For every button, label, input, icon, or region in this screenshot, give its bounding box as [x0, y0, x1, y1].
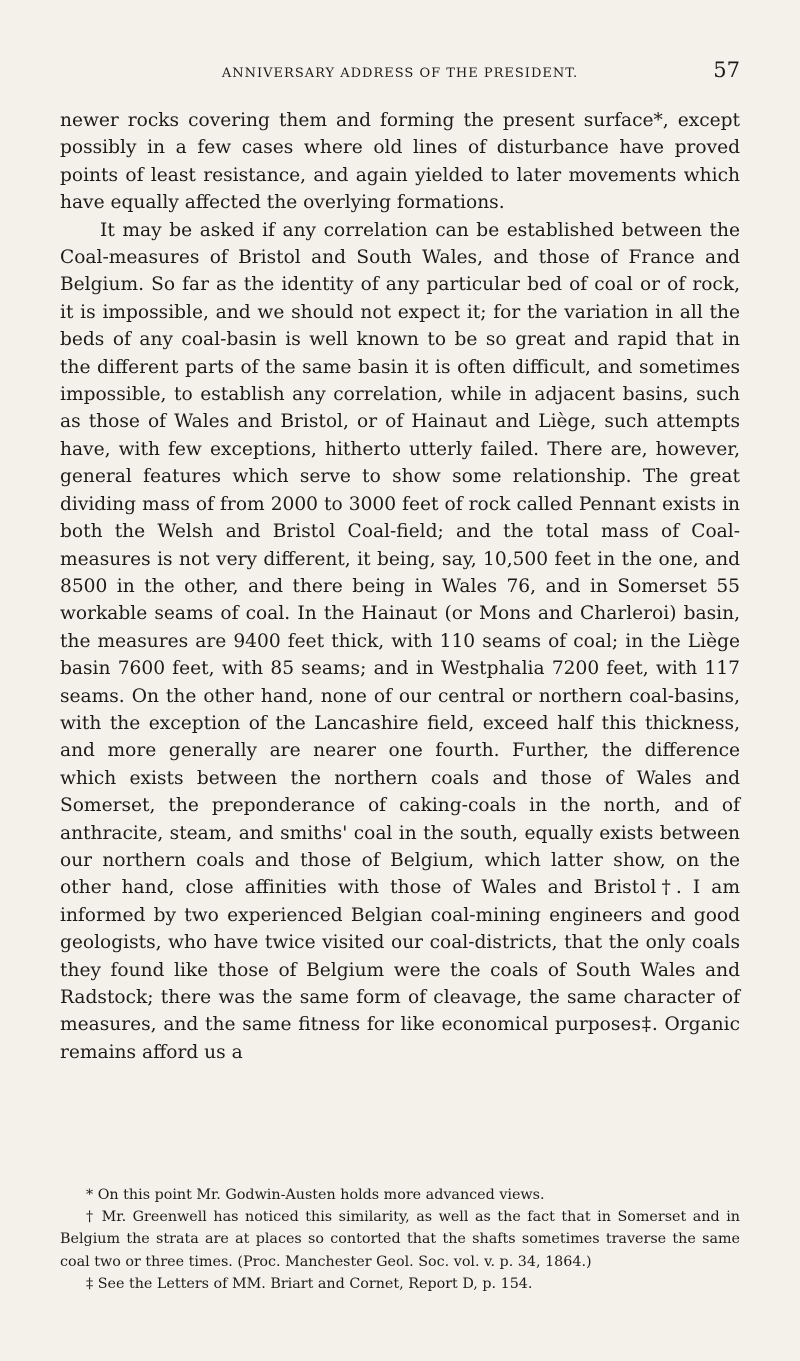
footnote-asterisk: * On this point Mr. Godwin-Austen holds more advanced views. [86, 1187, 545, 1203]
running-head [60, 58, 740, 88]
running-title: ANNIVERSARY ADDRESS OF THE PRESIDENT. [221, 66, 579, 81]
paragraph-correlation: It may be asked if any correlation can be established between the Coal-measures of Bristol and South Wales, and those of France and Belgium. So far as the identity of any particular bed of coal or of rock, it is impossible, and we should not expect it; for the variation in all the beds of any coal-basin is well known to be so great and rapid that in the different parts of the same basin it is often difficult, and sometimes impossible, to establish any correlation, while in adjacent basins, such as those of Wales and Bristol, or of Hainaut and Liège, such attempts have, with few exceptions, hitherto utterly failed. There are, however, general features which serve to show some relationship. The great dividing mass of from 2000 to 3000 feet of rock called Pennant exists in both the Welsh and Bristol Coal-field; and the total mass of Coal-measures is not very different, it being, say, 10,500 feet in the one, and 8500 in the other, and there being in Wales 76, and in Somerset 55 workable seams of coal. In the Hainaut (or Mons and Charleroi) basin, the measures are 9400 feet thick, with 110 seams of coal; in the Liège basin 7600 feet, with 85 seams; and in Westphalia 7200 feet, with 117 seams. On the other hand, none of our central or northern coal-basins, with the exception of the Lancashire field, exceed half this thickness, and more generally are nearer one fourth. Further, the difference which exists between the northern coals and those of Wales and Somerset, the preponderance of caking-coals in the north, and of anthracite, steam, and smiths' coal in the south, equally exists between our northern coals and those of Belgium, which latter show, on the other hand, close affinities with those of Wales and Bristol†. I am informed by two experienced Belgian coal-mining engineers and good geologists, who have twice visited our coal-districts, that the only coals they found like those of Belgium were the coals of South Wales and Radstock; there was the same form of cleavage, the same character of measures, and the same fitness for like economical purposes‡. Organic remains afford us a [60, 219, 740, 1063]
page-number: 57 [713, 58, 740, 82]
footnotes [60, 1184, 740, 1295]
footnote-double-dagger: ‡ See the Letters of MM. Briart and Cornet, Report D, p. 154. [86, 1275, 533, 1292]
paragraph-continuation: newer rocks covering them and forming the present surface*, except possibly in a few cases where old lines of disturbance have proved points of least resistance, and again yielded to later movements which have equally affected the overlying formations. [60, 110, 740, 214]
footnote-dagger: † Mr. Greenwell has noticed this similarity, as well as the fact that in Somerset and in Belgium the strata are at places so contorted that the shafts sometimes traverse the same coal two or three times. (Proc. Manchester Geol. Soc. vol. v. p. 34, 1864.) [60, 1209, 740, 1270]
body-text [60, 107, 740, 1066]
